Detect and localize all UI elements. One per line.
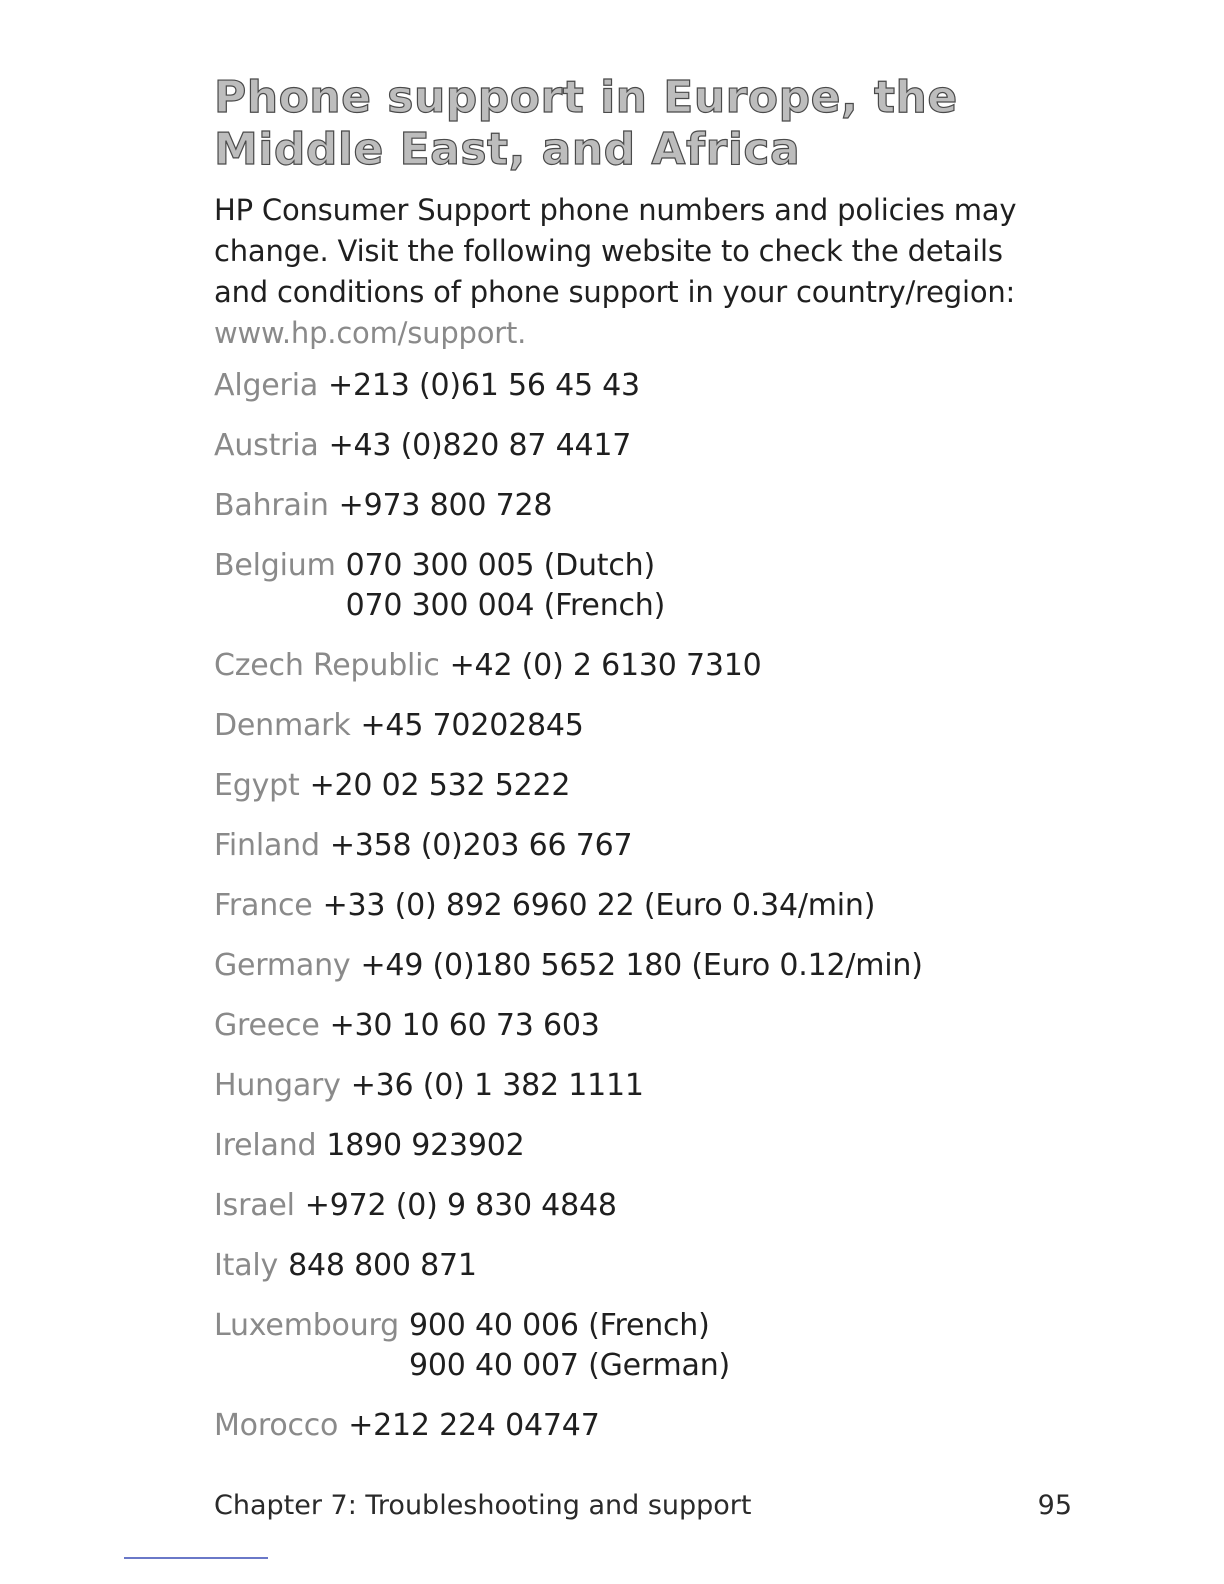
phone-numbers (288, 1246, 477, 1286)
phone-entry-italy (214, 1246, 1084, 1286)
phone-number: +972 (0) 9 830 4848 (304, 1188, 617, 1223)
phone-number: +45 70202845 (360, 708, 584, 743)
phone-entry-austria (214, 426, 1084, 466)
phone-entry-luxembourg (214, 1306, 1084, 1386)
intro-text: HP Consumer Support phone numbers and policies may change. Visit the following website to check the details and conditions of phone support in your country/region: (214, 193, 1017, 309)
phone-numbers (450, 646, 762, 686)
phone-number: 070 300 005 (Dutch) (345, 548, 655, 583)
country-name: Morocco (214, 1408, 339, 1443)
country-name: Italy (214, 1248, 279, 1283)
phone-numbers (310, 766, 571, 806)
phone-numbers (348, 1406, 599, 1446)
intro-paragraph (214, 190, 1054, 354)
phone-entry-czech-republic (214, 646, 1084, 686)
phone-numbers (351, 1066, 644, 1106)
country-name: Greece (214, 1008, 320, 1043)
phone-number: 900 40 007 (German) (408, 1348, 731, 1383)
phone-number: +213 (0)61 56 45 43 (328, 368, 640, 403)
country-name: Finland (214, 828, 320, 863)
phone-entry-denmark (214, 706, 1084, 746)
page-number: 95 (1037, 1490, 1072, 1521)
phone-entry-ireland (214, 1126, 1084, 1166)
country-name: Israel (214, 1188, 295, 1223)
phone-number: +212 224 04747 (348, 1408, 600, 1443)
phone-numbers (323, 886, 876, 926)
chapter-title: Chapter 7: Troubleshooting and support (214, 1490, 752, 1521)
phone-entry-greece (214, 1006, 1084, 1046)
country-name: Austria (214, 428, 319, 463)
phone-number: +33 (0) 892 6960 22 (Euro 0.34/min) (322, 888, 876, 923)
page-title: Phone support in Europe, the Middle East, and Africa (214, 72, 958, 175)
phone-numbers (330, 1006, 600, 1046)
phone-number: +43 (0)820 87 4417 (328, 428, 632, 463)
phone-entry-hungary (214, 1066, 1084, 1106)
page-footer (214, 1488, 1072, 1524)
page-content (214, 72, 1084, 1466)
country-name: France (214, 888, 313, 923)
phone-list (214, 366, 1084, 1446)
phone-entry-belgium (214, 546, 1084, 626)
country-name: Germany (214, 948, 351, 983)
country-name: Egypt (214, 768, 300, 803)
phone-number: 1890 923902 (326, 1128, 525, 1163)
phone-numbers (330, 826, 633, 866)
phone-numbers (346, 546, 666, 626)
phone-numbers (329, 426, 632, 466)
phone-entry-bahrain (214, 486, 1084, 526)
phone-numbers (305, 1186, 617, 1226)
phone-numbers (326, 1126, 524, 1166)
phone-numbers (409, 1306, 730, 1386)
phone-numbers (339, 486, 553, 526)
phone-numbers (361, 946, 923, 986)
phone-number: +973 800 728 (338, 488, 553, 523)
phone-entry-egypt (214, 766, 1084, 806)
phone-entry-israel (214, 1186, 1084, 1226)
country-name: Ireland (214, 1128, 317, 1163)
phone-entry-morocco (214, 1406, 1084, 1446)
country-name: Czech Republic (214, 648, 440, 683)
country-name: Algeria (214, 368, 319, 403)
phone-number: +358 (0)203 66 767 (329, 828, 633, 863)
country-name: Belgium (214, 548, 336, 583)
phone-entry-germany (214, 946, 1084, 986)
support-link[interactable]: www.hp.com/support. (214, 316, 527, 350)
country-name: Bahrain (214, 488, 329, 523)
phone-entry-algeria (214, 366, 1084, 406)
phone-number: 848 800 871 (288, 1248, 477, 1283)
phone-number: 900 40 006 (French) (408, 1308, 710, 1343)
country-name: Luxembourg (214, 1308, 399, 1343)
phone-number: +30 10 60 73 603 (329, 1008, 600, 1043)
phone-numbers (328, 366, 640, 406)
phone-number: 070 300 004 (French) (345, 588, 666, 623)
phone-numbers (361, 706, 584, 746)
country-name: Denmark (214, 708, 351, 743)
scan-edge-divider (124, 1557, 268, 1559)
country-name: Hungary (214, 1068, 341, 1103)
phone-number: +42 (0) 2 6130 7310 (449, 648, 762, 683)
phone-number: +20 02 532 5222 (309, 768, 571, 803)
phone-number: +49 (0)180 5652 180 (Euro 0.12/min) (360, 948, 923, 983)
phone-entry-finland (214, 826, 1084, 866)
phone-number: +36 (0) 1 382 1111 (350, 1068, 644, 1103)
phone-entry-france (214, 886, 1084, 926)
